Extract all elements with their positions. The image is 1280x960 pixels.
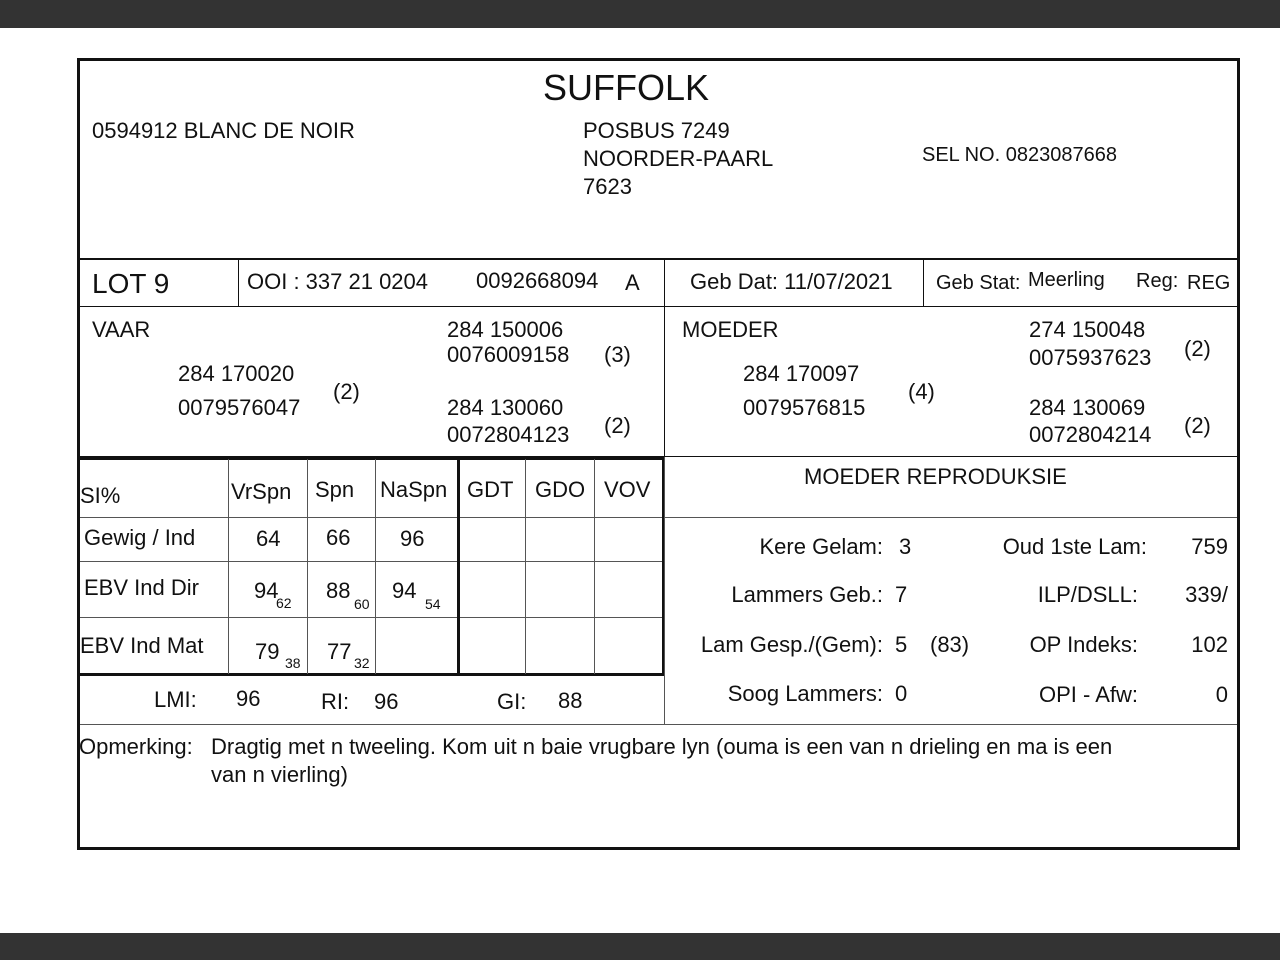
repro-value: 0	[1215, 682, 1228, 707]
ooi-number: OOI : 337 21 0204	[247, 269, 429, 294]
dam-dam-id2: 0072804214	[1029, 422, 1152, 447]
dam-sire-count: (2)	[1184, 336, 1211, 361]
lot-grade: A	[625, 270, 640, 295]
reproduction-title: MOEDER REPRODUKSIE	[804, 464, 1067, 489]
cell-value: 94	[392, 578, 417, 603]
repro-label: Soog Lammers:	[727, 681, 883, 706]
cell-subscript: 62	[276, 595, 292, 611]
grid-line	[80, 517, 664, 518]
cell-subscript: 32	[354, 655, 370, 671]
sire-dam-id1: 284 130060	[447, 395, 564, 420]
birth-status-label: Geb Stat:	[936, 272, 1021, 294]
sire-count: (2)	[333, 379, 360, 404]
cell-subscript: 54	[425, 596, 441, 612]
repro-value: 7	[895, 582, 908, 607]
repro-value: 339/	[1185, 582, 1228, 607]
cell-value: 64	[256, 526, 281, 551]
header-vov: VOV	[604, 477, 651, 502]
cell-subscript: 60	[354, 596, 370, 612]
repro-label: ILP/DSLL:	[1037, 582, 1138, 607]
card-border-top	[77, 58, 1240, 61]
sire-sire-id1: 284 150006	[447, 317, 564, 342]
gi-value: 88	[558, 688, 583, 713]
ri-value: 96	[374, 689, 399, 714]
lot-id: 0092668094	[476, 268, 599, 293]
birth-date: Geb Dat: 11/07/2021	[690, 269, 893, 294]
birth-status: Meerling	[1028, 269, 1105, 291]
lmi-label: LMI:	[154, 687, 197, 712]
grid-line	[375, 459, 376, 674]
repro-label: Kere Gelam:	[759, 534, 883, 559]
grid-line	[80, 561, 664, 562]
remark-line-1: Dragtig met n tweeling. Kom uit n baie vrugbare lyn (ouma is een van n drieling en ma is een	[211, 734, 1113, 759]
dam-id1: 284 170097	[743, 361, 860, 386]
dam-dam-count: (2)	[1184, 413, 1211, 438]
sire-id2: 0079576047	[178, 395, 301, 420]
remark-label: Opmerking:	[79, 734, 193, 759]
row-label: EBV Ind Dir	[84, 575, 199, 600]
grid-line	[80, 617, 664, 618]
card-border-left	[77, 58, 80, 850]
address-line-1: POSBUS 7249	[583, 118, 730, 143]
divider	[80, 724, 1237, 725]
dam-id2: 0079576815	[743, 395, 866, 420]
sire-id1: 284 170020	[178, 361, 295, 386]
card-border-right	[1237, 58, 1240, 850]
repro-label: OP Indeks:	[1029, 632, 1138, 657]
repro-extra: (83)	[930, 632, 970, 657]
header-gdt: GDT	[467, 477, 514, 502]
row-label: EBV Ind Mat	[80, 633, 204, 658]
repro-label: Oud 1ste Lam:	[1002, 534, 1147, 559]
cell-value: 94	[254, 578, 279, 603]
dam-sire-id1: 274 150048	[1029, 317, 1146, 342]
reg-label: Reg:	[1136, 270, 1179, 292]
header-spn: Spn	[315, 477, 355, 502]
repro-value: 102	[1191, 632, 1228, 657]
sire-sire-id2: 0076009158	[447, 342, 570, 367]
header-si: SI%	[80, 483, 121, 508]
grid-line	[307, 459, 308, 674]
divider	[80, 306, 1237, 307]
bottom-bar	[0, 933, 1280, 960]
sire-dam-id2: 0072804123	[447, 422, 570, 447]
repro-label: Lammers Geb.:	[731, 582, 883, 607]
divider	[664, 457, 665, 725]
remark-line-2: van n vierling)	[211, 762, 348, 787]
reg-value: REG	[1187, 272, 1231, 294]
dam-count: (4)	[908, 379, 935, 404]
lmi-value: 96	[236, 686, 261, 711]
sire-dam-count: (2)	[604, 413, 631, 438]
repro-label: Lam Gesp./(Gem):	[700, 632, 883, 657]
cell-value: 77	[327, 639, 352, 664]
divider	[665, 517, 1237, 518]
cell-value: 79	[255, 639, 280, 664]
repro-label: OPI - Afw:	[1038, 682, 1138, 707]
lot-number: LOT 9	[92, 268, 170, 299]
sire-sire-count: (3)	[604, 342, 631, 367]
cell-subscript: 38	[285, 655, 301, 671]
grid-line	[525, 459, 526, 674]
repro-value: 759	[1191, 534, 1228, 559]
grid-line	[228, 459, 229, 674]
address-line-2: NOORDER-PAARL	[583, 146, 774, 171]
dam-sire-id2: 0075937623	[1029, 345, 1152, 370]
ri-label: RI:	[321, 689, 350, 714]
address-line-3: 7623	[583, 174, 632, 199]
dam-label: MOEDER	[682, 317, 779, 342]
divider	[664, 259, 665, 307]
grid-line	[457, 459, 460, 674]
gi-label: GI:	[497, 689, 527, 714]
cell-number: SEL NO. 0823087668	[922, 144, 1117, 166]
top-bar	[0, 0, 1280, 28]
divider	[664, 307, 665, 457]
grid-line	[78, 457, 665, 460]
repro-value: 3	[899, 534, 912, 559]
header-naspn: NaSpn	[380, 477, 448, 502]
cell-value: 66	[326, 525, 351, 550]
divider	[238, 259, 239, 307]
grid-line	[594, 459, 595, 674]
divider	[80, 258, 1237, 260]
breed-title: SUFFOLK	[543, 67, 710, 108]
row-label: Gewig / Ind	[84, 525, 196, 550]
repro-value: 5	[895, 632, 908, 657]
card-border-bottom	[77, 847, 1240, 850]
sire-label: VAAR	[92, 317, 151, 342]
repro-value: 0	[895, 681, 908, 706]
grid-line	[78, 673, 665, 676]
cell-value: 96	[400, 526, 425, 551]
divider	[923, 259, 924, 307]
cell-value: 88	[326, 578, 351, 603]
header-vrspn: VrSpn	[231, 479, 292, 504]
dam-dam-id1: 284 130069	[1029, 395, 1146, 420]
animal-name: 0594912 BLANC DE NOIR	[92, 118, 355, 143]
header-gdo: GDO	[535, 477, 586, 502]
